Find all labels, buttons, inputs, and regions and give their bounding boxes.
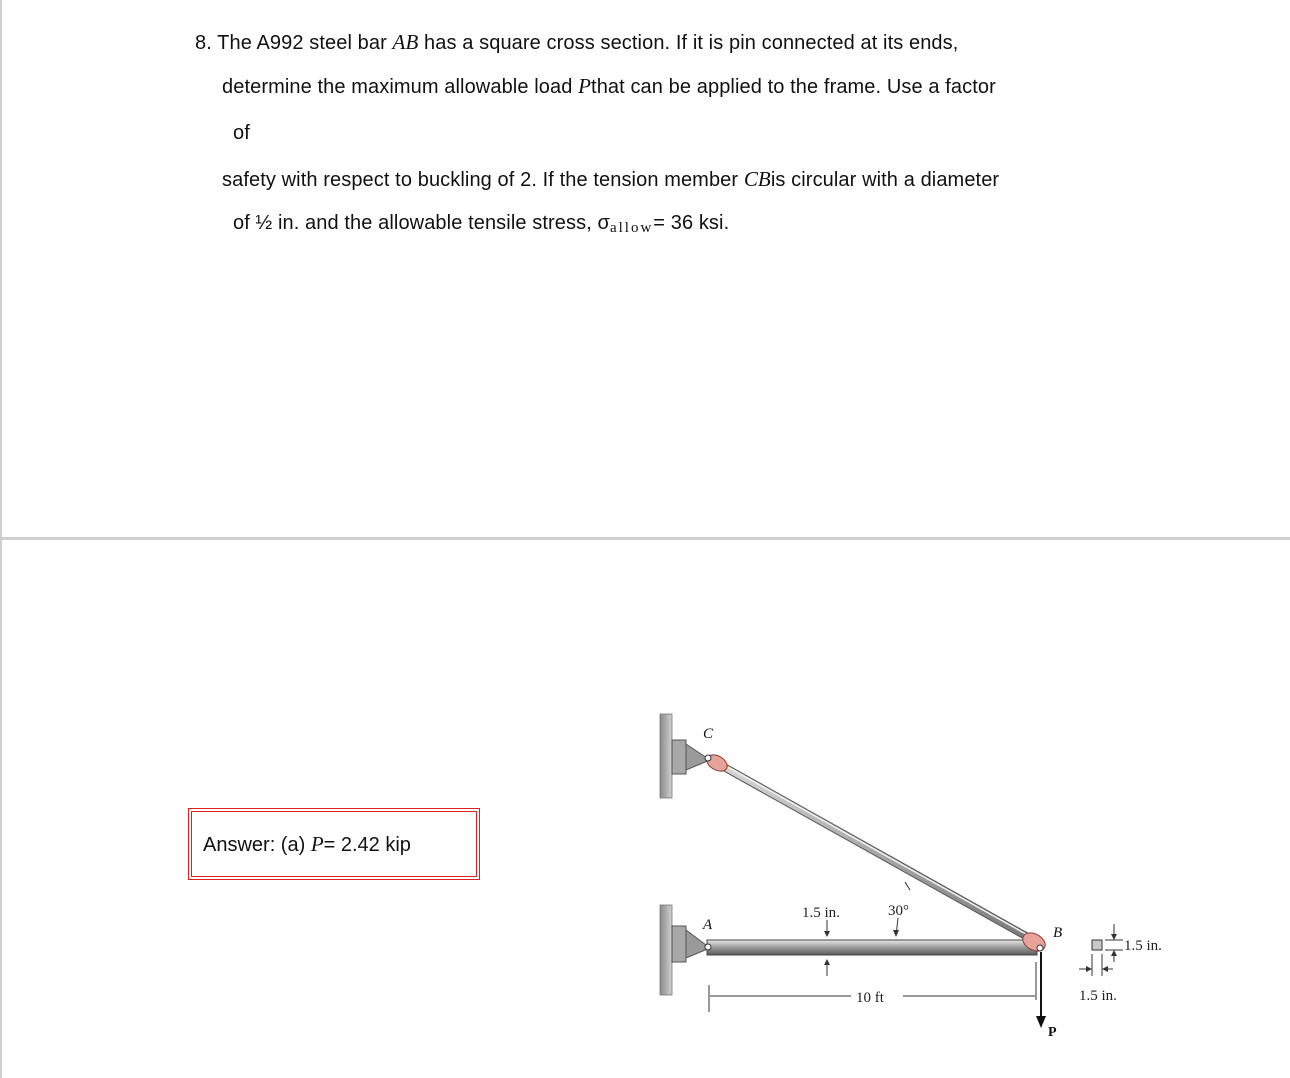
problem-text: = 36 ksi. [653, 212, 730, 234]
problem-line-3 [233, 122, 250, 145]
problem-text: safety with respect to buckling of 2. If the tension member [222, 169, 744, 191]
pin-c [705, 755, 711, 761]
answer-variable: P [310, 832, 324, 856]
variable-p: P [578, 74, 592, 98]
dim-bar-depth-label: 1.5 in. [802, 905, 840, 921]
problem-text: 8. The A992 steel bar [195, 32, 393, 54]
problem-text: of [233, 122, 250, 144]
problem-text: has a square cross section. If it is pin connected at its ends, [418, 32, 959, 54]
label-a: A [703, 917, 713, 933]
answer-box [188, 808, 480, 880]
label-b: B [1053, 925, 1063, 941]
section-divider [0, 537, 1290, 540]
problem-line-1 [195, 30, 958, 55]
dim-angle-label: 30° [888, 903, 909, 919]
dim-section-h-label: 1.5 in. [1124, 938, 1162, 954]
problem-text: determine the maximum allowable load [222, 76, 579, 98]
label-c: C [703, 726, 714, 742]
subscript-allow: allow [609, 220, 654, 236]
dim-section-w-label: 1.5 in. [1079, 988, 1117, 1004]
dim-length-label: 10 ft [856, 990, 884, 1006]
problem-line-4 [222, 167, 999, 192]
steel-bar-ab [707, 940, 1037, 955]
variable-cb: CB [743, 167, 771, 191]
answer-text [203, 832, 411, 857]
problem-text: is circular with a diameter [770, 169, 1000, 191]
frame-diagram [655, 700, 1195, 1045]
problem-text: of ½ in. and the allowable tensile stress, σ [233, 212, 610, 234]
answer-value: = 2.42 kip [323, 834, 411, 856]
answer-prefix: Answer: (a) [203, 834, 311, 856]
problem-text: that can be applied to the frame. Use a factor [591, 76, 996, 98]
label-p: P [1048, 1025, 1057, 1040]
cross-section-detail [1079, 924, 1123, 976]
problem-line-5 [233, 212, 729, 235]
load-arrow-p [1036, 952, 1046, 1028]
variable-ab: AB [392, 30, 419, 54]
pin-a [705, 944, 711, 950]
problem-line-2 [222, 74, 996, 99]
tension-rod-cb [715, 760, 1033, 940]
